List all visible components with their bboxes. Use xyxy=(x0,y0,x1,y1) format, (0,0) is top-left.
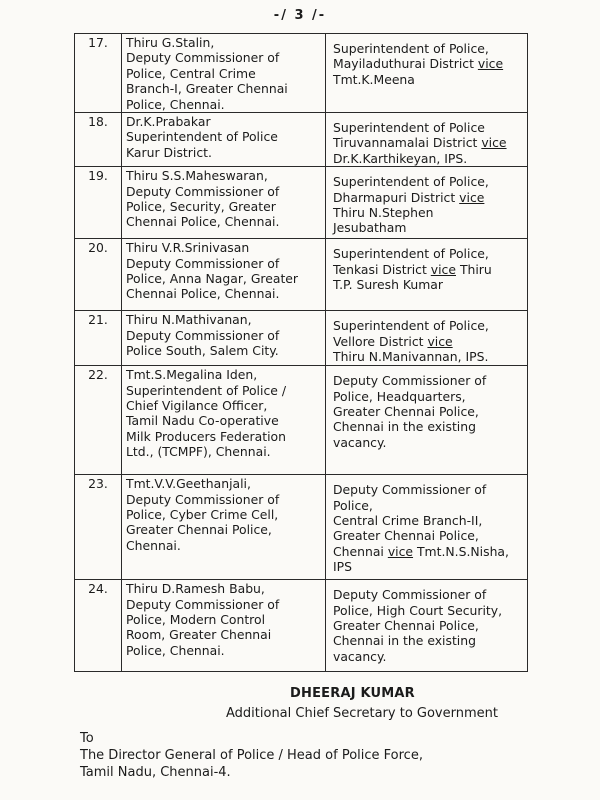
posting-line xyxy=(333,404,523,419)
officer-line: Superintendent of Police / xyxy=(126,382,286,398)
officer-line: Superintendent of Police xyxy=(126,129,278,145)
posting-text: vacancy. xyxy=(333,434,387,450)
posting-text: T.P. Suresh Kumar xyxy=(333,277,443,293)
posting-text: Deputy Commissioner of xyxy=(333,373,487,389)
serial-number: 20. xyxy=(75,239,122,311)
posting-text: Chennai in the existing xyxy=(333,633,476,649)
posting-text: Superintendent of Police, xyxy=(333,41,489,56)
officer-line: Branch-I, Greater Chennai xyxy=(126,81,288,97)
page-number: -/ 3 /- xyxy=(273,8,327,23)
posting-text: IPS xyxy=(333,559,352,575)
posting-line xyxy=(333,435,523,450)
officer-line: Police, Anna Nagar, Greater xyxy=(126,271,299,287)
posting-line xyxy=(333,246,523,261)
officer-current-posting xyxy=(122,311,326,366)
posting-text: Police, High Court Security, xyxy=(333,602,503,618)
posting-line xyxy=(333,72,523,87)
posting-line xyxy=(333,56,523,71)
new-posting xyxy=(326,239,528,311)
officer-line: Thiru G.Stalin, xyxy=(126,35,215,50)
officer-line: Chennai Police, Chennai. xyxy=(126,286,280,302)
serial-number: 23. xyxy=(75,475,122,580)
posting-line xyxy=(333,603,523,618)
posting-line xyxy=(333,174,523,189)
posting-text: Dharmapuri District xyxy=(333,189,460,205)
officer-line: Room, Greater Chennai xyxy=(126,627,272,643)
officer-current-posting xyxy=(122,34,326,113)
officer-line: Police, Chennai. xyxy=(126,642,225,658)
officer-line: Tmt.S.Megalina Iden, xyxy=(126,367,258,383)
officer-line: Deputy Commissioner of xyxy=(126,327,280,343)
serial-number: 18. xyxy=(75,113,122,167)
transfer-table xyxy=(74,33,528,672)
serial-number: 19. xyxy=(75,167,122,239)
posting-text: Tmt.K.Meena xyxy=(333,71,415,87)
posting-line xyxy=(333,205,523,220)
officer-line: Thiru N.Mathivanan, xyxy=(126,312,252,328)
posting-line xyxy=(333,120,523,135)
posting-line xyxy=(333,151,523,166)
posting-text: Thiru N.Stephen xyxy=(333,205,434,221)
posting-line xyxy=(333,513,523,528)
posting-text: Thiru xyxy=(456,261,492,277)
posting-text: Tenkasi District xyxy=(333,261,431,277)
officer-line: Police, Central Crime xyxy=(126,65,256,81)
posting-text: Superintendent of Police, xyxy=(333,174,489,190)
vice-marker: vice xyxy=(481,135,507,151)
officer-line: Deputy Commissioner of xyxy=(126,183,280,199)
transfer-row xyxy=(75,113,528,167)
officer-line: Greater Chennai Police, xyxy=(126,522,272,538)
posting-line xyxy=(333,419,523,434)
new-posting xyxy=(326,475,528,580)
officer-line: Tmt.V.V.Geethanjali, xyxy=(126,476,251,492)
new-posting xyxy=(326,167,528,239)
officer-line: Thiru V.R.Srinivasan xyxy=(126,240,250,256)
posting-line xyxy=(333,334,523,349)
posting-text: Thiru N.Manivannan, IPS. xyxy=(333,349,489,365)
posting-line xyxy=(333,373,523,388)
posting-line xyxy=(333,498,523,513)
transfer-row xyxy=(75,366,528,475)
posting-line xyxy=(333,389,523,404)
officer-line: Deputy Commissioner of xyxy=(126,491,280,507)
officer-line: Deputy Commissioner of xyxy=(126,50,280,66)
officer-current-posting xyxy=(122,167,326,239)
transfer-row xyxy=(75,475,528,580)
vice-marker: vice xyxy=(430,261,456,277)
transfer-row xyxy=(75,167,528,239)
transfer-row xyxy=(75,34,528,113)
posting-line xyxy=(333,559,523,574)
posting-text: vacancy. xyxy=(333,648,387,664)
transfer-row xyxy=(75,580,528,672)
officer-current-posting xyxy=(122,113,326,167)
posting-text: Deputy Commissioner of xyxy=(333,482,487,498)
posting-text: Tiruvannamalai District xyxy=(333,135,482,151)
posting-text: Dr.K.Karthikeyan, IPS. xyxy=(333,150,468,166)
posting-text: Tmt.N.S.Nisha, xyxy=(413,543,509,559)
posting-line xyxy=(333,618,523,633)
posting-line xyxy=(333,220,523,235)
posting-text: Central Crime Branch-II, xyxy=(333,513,483,529)
officer-line: Thiru D.Ramesh Babu, xyxy=(126,581,265,597)
officer-line: Thiru S.S.Maheswaran, xyxy=(126,168,268,184)
posting-line xyxy=(333,277,523,292)
officer-line: Tamil Nadu Co-operative xyxy=(126,413,279,429)
posting-text: Chennai in the existing xyxy=(333,419,476,435)
posting-text: Vellore District xyxy=(333,333,428,349)
transfer-row xyxy=(75,239,528,311)
serial-number: 22. xyxy=(75,366,122,475)
recipient-to-label: To xyxy=(80,731,94,746)
serial-number: 17. xyxy=(75,34,122,113)
posting-line xyxy=(333,349,523,364)
transfer-table-body xyxy=(75,34,528,672)
vice-marker: vice xyxy=(427,333,453,349)
officer-line: Police, Security, Greater xyxy=(126,199,276,215)
officer-line: Chief Vigilance Officer, xyxy=(126,398,268,414)
posting-text: Chennai xyxy=(333,543,388,559)
posting-text: Police, xyxy=(333,497,373,513)
posting-text: Mayiladuthurai District xyxy=(333,56,478,72)
vice-marker: vice xyxy=(459,189,485,205)
posting-text: Jesubatham xyxy=(333,220,407,236)
officer-line: Deputy Commissioner of xyxy=(126,255,280,271)
signatory-name: DHEERAJ KUMAR xyxy=(290,686,415,701)
recipient-address: Tamil Nadu, Chennai-4. xyxy=(80,765,231,780)
officer-line: Police, Modern Control xyxy=(126,612,266,628)
posting-text: Superintendent of Police, xyxy=(333,318,489,334)
posting-line xyxy=(333,528,523,543)
posting-line xyxy=(333,544,523,559)
officer-line: Police, Cyber Crime Cell, xyxy=(126,507,279,523)
new-posting xyxy=(326,311,528,366)
posting-text: Superintendent of Police xyxy=(333,120,485,136)
posting-line xyxy=(333,318,523,333)
posting-line xyxy=(333,482,523,497)
officer-line: Deputy Commissioner of xyxy=(126,596,280,612)
posting-text: Greater Chennai Police, xyxy=(333,528,479,544)
posting-line xyxy=(333,41,523,56)
officer-line: Dr.K.Prabakar xyxy=(126,114,211,130)
officer-line: Chennai Police, Chennai. xyxy=(126,214,280,230)
posting-line xyxy=(333,135,523,150)
posting-line xyxy=(333,587,523,602)
new-posting xyxy=(326,34,528,113)
serial-number: 24. xyxy=(75,580,122,672)
new-posting xyxy=(326,366,528,475)
recipient-name: The Director General of Police / Head of Police Force, xyxy=(80,748,423,763)
posting-text: Deputy Commissioner of xyxy=(333,587,487,603)
serial-number: 21. xyxy=(75,311,122,366)
posting-text: Superintendent of Police, xyxy=(333,246,489,262)
posting-line xyxy=(333,190,523,205)
posting-line xyxy=(333,262,523,277)
new-posting xyxy=(326,580,528,672)
new-posting xyxy=(326,113,528,167)
officer-current-posting xyxy=(122,239,326,311)
signatory-title: Additional Chief Secretary to Government xyxy=(226,706,498,721)
officer-current-posting xyxy=(122,475,326,580)
officer-line: Chennai. xyxy=(126,537,181,553)
posting-text: Greater Chennai Police, xyxy=(333,618,479,634)
officer-current-posting xyxy=(122,580,326,672)
transfer-row xyxy=(75,311,528,366)
posting-text: Greater Chennai Police, xyxy=(333,404,479,420)
officer-current-posting xyxy=(122,366,326,475)
posting-line xyxy=(333,649,523,664)
officer-line: Police, Chennai. xyxy=(126,96,225,112)
posting-line xyxy=(333,633,523,648)
posting-text: Police, Headquarters, xyxy=(333,388,466,404)
officer-line: Ltd., (TCMPF), Chennai. xyxy=(126,444,271,460)
officer-line: Police South, Salem City. xyxy=(126,343,279,359)
vice-marker: vice xyxy=(387,543,414,559)
vice-marker: vice xyxy=(477,56,504,72)
officer-line: Milk Producers Federation xyxy=(126,428,286,444)
officer-line: Karur District. xyxy=(126,144,212,160)
recipient-block xyxy=(80,730,423,781)
